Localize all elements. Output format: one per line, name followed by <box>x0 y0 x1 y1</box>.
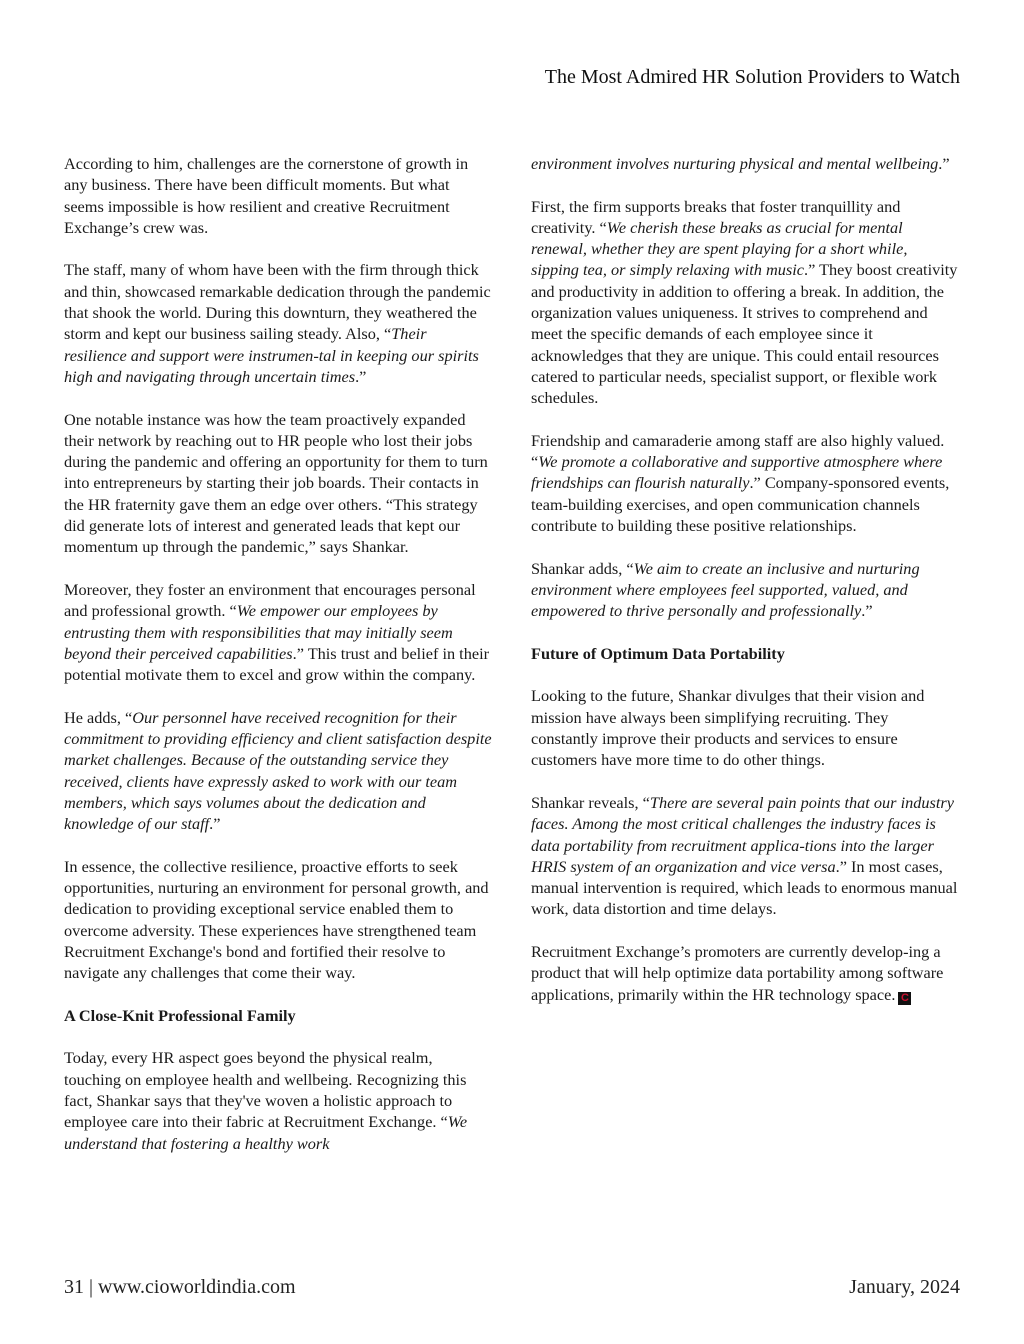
text: First, the firm supports breaks that foster tranquillity and creativity. “ <box>531 196 901 237</box>
paragraph <box>531 153 959 174</box>
left-column <box>64 153 492 1175</box>
text: .” In most cases, manual intervention is required, which leads to enormous manual work, data distortion and time delays. <box>531 856 958 919</box>
quote: We cherish these breaks as crucial for mental renewal, whether they are spent playing for a short while, sipping tea, or simply relaxing with music <box>531 217 908 280</box>
paragraph: Looking to the future, Shankar divulges that their vision and mission have always been simplifying recruiting. They constantly improve their products and services to ensure customers have more time to do other things. <box>531 686 925 770</box>
cio-logo-icon: C <box>898 992 911 1005</box>
quote: There are several pain points that our industry faces. Among the most critical challenges the industry faces is data portability from recruitment applica-tions into the larger HRIS system of an organization and vice versa <box>531 792 954 876</box>
paragraph <box>531 558 959 622</box>
text: .” <box>209 814 221 834</box>
paragraph <box>531 430 959 536</box>
quote: Our personnel have received recognition for their commitment to providing efficiency and client satisfaction despite market challenges. Because of the outstanding service they received, clients have expressly asked to work with our team members, which says volumes about the dedication and knowledge of our staff <box>64 707 492 834</box>
paragraph: According to him, challenges are the cornerstone of growth in any business. There have been difficult moments. But what seems impossible is how resilient and creative Recruitment Exchange’s crew was. <box>64 154 469 237</box>
quote: We aim to create an inclusive and nurturing environment where employees feel supported, valued, and empowered to thrive personally and professionally <box>531 558 920 621</box>
text: .” <box>861 601 873 621</box>
footer-date: January, 2024 <box>849 1276 960 1298</box>
paragraph <box>64 707 492 835</box>
running-header: The Most Admired HR Solution Providers to Watch <box>544 66 960 88</box>
quote: Their resilience and support were instrumen-tal in keeping our spirits high and navigating through uncertain times <box>64 324 479 386</box>
right-column <box>531 153 959 1026</box>
text: The staff, many of whom have been with the firm through thick and thin, showcased remarkable dedication through the pandemic that shook the world. During this downturn, they weathered the storm and kept our business sailing steady. Also, “ <box>64 260 491 344</box>
text: Friendship and camaraderie among staff are also highly valued. “ <box>531 430 945 472</box>
text: Today, every HR aspect goes beyond the physical realm, touching on employee health and wellbeing. Recognizing this fact, Shankar says that they've woven a holistic approach to employee care into their fabric at Recruitment Exchange. “ <box>64 1048 467 1132</box>
text: .” <box>355 366 367 386</box>
text: Shankar reveals, “ <box>531 792 650 812</box>
text: .” Company-sponsored events, team-building exercises, and open communication channels contribute to building these positive relationships. <box>531 473 950 536</box>
text: .” They boost creativity and productivity in addition to offering a break. In addition, the organization values uniqueness. It strives to comprehend and meet the specific demands of each employee since it acknowledges that they are unique. This could entail resources catered to particular needs, specialist support, or flexible work schedules. <box>531 260 958 408</box>
section-heading: A Close-Knit Professional Family <box>64 1005 296 1025</box>
paragraph <box>64 1047 492 1153</box>
paragraph <box>64 259 492 387</box>
paragraph <box>531 196 959 409</box>
text: .” <box>938 154 950 173</box>
paragraph: In essence, the collective resilience, proactive efforts to seek opportunities, nurturing an environment for personal growth, and dedication to providing exceptional service enabled them to overcome adversity. These experiences have strengthened team Recruitment Exchange's bond and fortified their resolve to navigate any challenges that come their way. <box>64 856 489 983</box>
quote: We promote a collaborative and supportive atmosphere where friendships can flourish naturally <box>531 452 943 493</box>
quote: We understand that fostering a healthy work <box>64 1112 468 1153</box>
text: Moreover, they foster an environment that encourages personal and professional growth. “ <box>64 579 476 621</box>
text: He adds, “ <box>64 707 133 727</box>
text: Shankar adds, “ <box>531 558 634 578</box>
text: Recruitment Exchange’s promoters are currently develop-ing a product that will help optimize data portability among software applications, primarily within the HR technology space. <box>531 941 944 1004</box>
paragraph <box>531 792 959 920</box>
paragraph: One notable instance was how the team proactively expanded their network by reaching out to HR people who lost their jobs during the pandemic and offering an opportunity for them to turn into entrepreneurs by starting their job boards. Their contacts in the HR fraternity gave them an edge over others. “This strategy did generate lots of interest and generated leads that kept our momentum up through the pandemic,” says Shankar. <box>64 409 488 557</box>
paragraph <box>64 579 492 685</box>
section-heading: Future of Optimum Data Portability <box>531 643 785 663</box>
paragraph <box>531 941 959 1005</box>
quote: environment involves nurturing physical and mental wellbeing <box>531 154 939 173</box>
footer-page-and-url: 31 | www.cioworldindia.com <box>64 1276 296 1298</box>
text: .” This trust and belief in their potential motivate them to excel and grow within the company. <box>64 643 490 685</box>
quote: We empower our employees by entrusting them with responsibilities that may initially seem beyond their perceived capabilities <box>64 601 453 663</box>
